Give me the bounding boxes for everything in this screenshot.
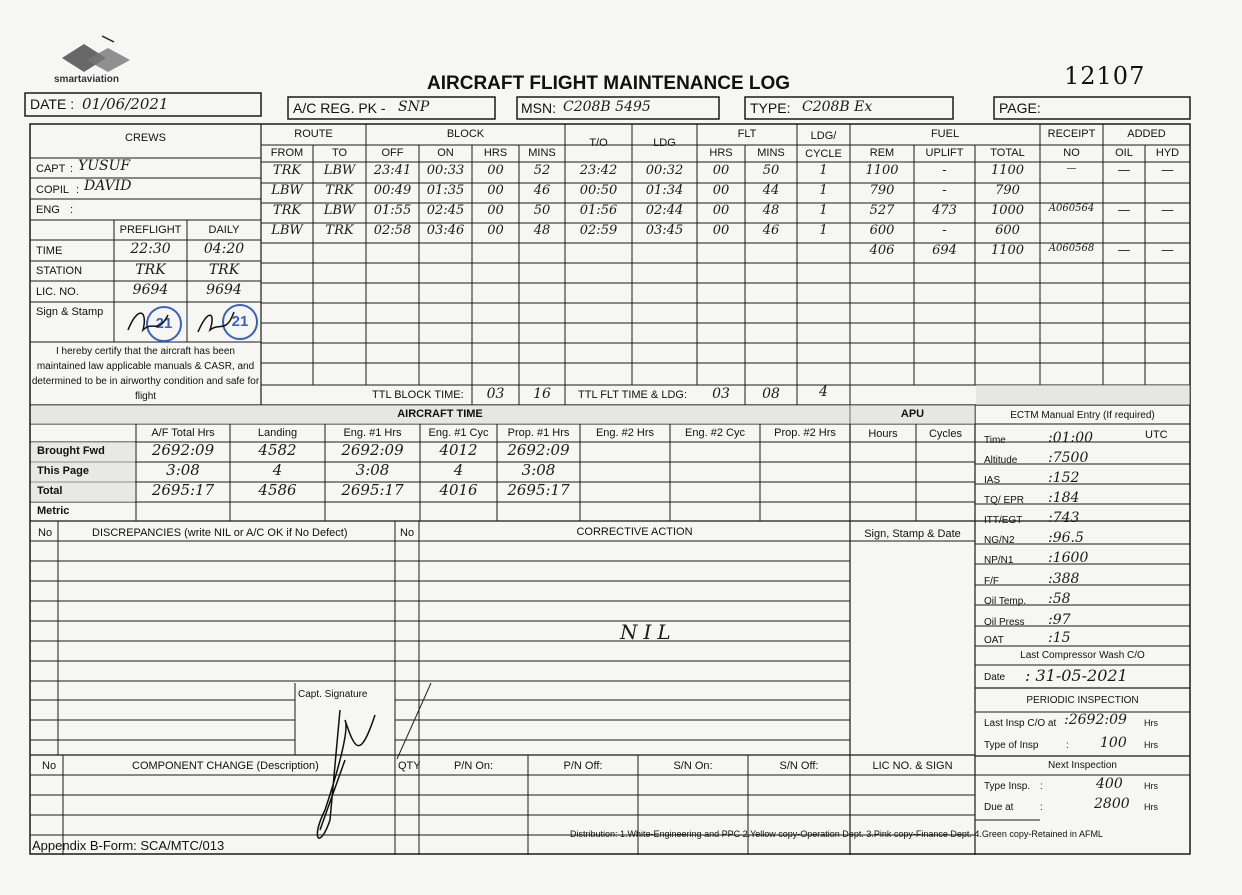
flight-flt-hrs: 00 <box>712 223 730 238</box>
fuel-total: 1000 <box>990 203 1025 218</box>
aircraft-time-value: 2692:09 <box>507 441 570 459</box>
date-value: 01/06/2021 <box>82 95 169 113</box>
fuel-uplift: 694 <box>932 243 957 258</box>
flight-flt-hrs: 00 <box>712 203 730 218</box>
fuel-rem: 527 <box>869 203 895 218</box>
pn-off-header: P/N Off: <box>563 760 603 772</box>
from-header: FROM <box>270 147 304 159</box>
flight-cycle: 1 <box>819 203 828 218</box>
block-hrs-header: HRS <box>483 147 508 159</box>
ttl-block-mins: 16 <box>533 386 551 402</box>
ectm-label: NP/N1 <box>984 555 1014 566</box>
ectm-value: :97 <box>1048 612 1071 628</box>
aircraft-time-value: 2695:17 <box>507 481 570 499</box>
flight-from: TRK <box>272 203 302 218</box>
ectm-label: Oil Press <box>984 617 1025 628</box>
qty-header: QTY <box>398 760 421 772</box>
fuel-rem: 600 <box>869 223 895 238</box>
capt-name: YUSUF <box>78 158 131 174</box>
sn-on-header: S/N On: <box>673 760 713 772</box>
form-number: Appendix B-Form: SCA/MTC/013 <box>32 838 225 853</box>
ectm-value: :1600 <box>1048 550 1089 566</box>
ectm-title: ECTM Manual Entry (If required) <box>1010 410 1155 421</box>
apu-cycles-header: Cycles <box>928 428 962 440</box>
ttl-flt-hrs: 03 <box>712 386 730 402</box>
ldg-cycle-header: LDG/ CYCLE <box>805 130 842 160</box>
aircraft-time-value: 4582 <box>258 441 297 459</box>
copil-colon: : <box>76 184 80 196</box>
certification-statement: I hereby certify that the aircraft has been maintained law applicable manuals & CASR, and determined to be in airworthy condition and safe for flight <box>31 346 260 402</box>
next-due-value: 2800 <box>1094 796 1130 812</box>
flt-header: FLT <box>737 128 757 140</box>
periodic-type-colon: : <box>1066 740 1069 751</box>
fuel-header: FUEL <box>930 128 960 140</box>
ectm-value: :388 <box>1048 571 1080 587</box>
ttl-ldg: 4 <box>819 384 828 400</box>
flight-ldg: 02:44 <box>645 203 684 218</box>
fuel-oil: — <box>1117 243 1131 258</box>
flight-to: TRK <box>325 183 354 198</box>
periodic-last-value: :2692:09 <box>1064 712 1127 728</box>
crews-title: CREWS <box>125 132 166 144</box>
aircraft-time-value: 2692:09 <box>151 441 215 459</box>
daily-time: 04:20 <box>203 241 245 257</box>
form-serial-number: 12107 <box>1064 62 1146 90</box>
fuel-receipt: — <box>1066 163 1077 174</box>
flight-from: LBW <box>271 183 303 198</box>
fuel-rem: 790 <box>869 183 895 198</box>
rem-header: REM <box>869 147 895 159</box>
oil-header: OIL <box>1115 147 1133 159</box>
fuel-total: 600 <box>995 223 1020 238</box>
fuel-hyd: — <box>1161 163 1174 178</box>
ectm-value: :96.5 <box>1048 530 1084 546</box>
flight-to-time: 01:56 <box>579 203 618 218</box>
date-label: DATE : <box>30 96 75 112</box>
daily-stamp-text: 21 <box>231 313 249 330</box>
msn-value: C208B 5495 <box>563 99 651 115</box>
next-due-colon: : <box>1040 802 1043 813</box>
aircraft-time-col-header: Landing <box>257 427 298 439</box>
preflight-lic: 9694 <box>132 282 169 298</box>
ectm-label: IAS <box>984 475 1001 486</box>
compressor-date-value: : 31-05-2021 <box>1025 666 1128 685</box>
periodic-title: PERIODIC INSPECTION <box>1026 695 1139 706</box>
route-header: ROUTE <box>294 128 333 140</box>
flight-off: 23:41 <box>373 163 412 178</box>
periodic-type-unit: Hrs <box>1144 740 1158 750</box>
aircraft-time-value: 4 <box>453 461 464 479</box>
sign-stamp-date-header: Sign, Stamp & Date <box>864 528 961 540</box>
hyd-header: HYD <box>1155 147 1180 159</box>
ectm-label: OAT <box>984 635 1004 646</box>
total-fuel-header: TOTAL <box>990 147 1025 159</box>
periodic-type-value: 100 <box>1100 735 1127 751</box>
next-type-value: 400 <box>1096 776 1123 792</box>
next-due-label: Due at <box>984 802 1014 813</box>
flight-on: 00:33 <box>426 163 465 178</box>
receipt-header: RECEIPT <box>1047 128 1096 140</box>
periodic-type-label: Type of Insp <box>984 740 1039 751</box>
aircraft-time-value: 4 <box>272 461 283 479</box>
crew-signatures <box>118 300 258 342</box>
ectm-label: F/F <box>984 576 999 587</box>
on-header: ON <box>437 147 454 159</box>
type-label: TYPE: <box>750 100 791 116</box>
flight-off: 00:49 <box>373 183 412 198</box>
sign-stamp-label: Sign & Stamp <box>36 306 104 318</box>
capt-signature-label: Capt. Signature <box>298 689 368 700</box>
compressor-title: Last Compressor Wash C/O <box>1020 650 1145 661</box>
type-value: C208B Ex <box>802 99 873 115</box>
aircraft-time-value: 3:08 <box>521 461 556 479</box>
flight-flt-hrs: 00 <box>712 163 730 178</box>
aircraft-time-value: 4012 <box>439 441 478 459</box>
distribution-note: Distribution: 1.White-Engineering and PPC 2.Yellow copy-Operation Dept. 3.Pink copy-Finance Dept. 4.Green copy-Retained in AFML <box>570 829 1103 839</box>
flight-cycle: 1 <box>819 163 828 178</box>
aircraft-time-col-header: A/F Total Hrs <box>151 427 215 439</box>
periodic-last-label: Last Insp C/O at <box>984 718 1057 729</box>
brand-logo-mark <box>62 36 130 72</box>
corr-no-header: No <box>400 527 415 539</box>
flight-to-time: 02:59 <box>579 223 618 238</box>
aircraft-time-value: 3:08 <box>166 461 200 479</box>
ectm-value: :15 <box>1048 630 1071 646</box>
ectm-label: Time <box>984 435 1006 446</box>
aircraft-time-value: 2695:17 <box>151 481 215 499</box>
next-type-colon: : <box>1040 781 1043 792</box>
aircraft-time-row-label: Metric <box>37 505 70 517</box>
eng-label: ENG <box>36 204 60 216</box>
aircraft-time-col-header: Eng. #1 Cyc <box>428 427 489 439</box>
flight-ldg: 01:34 <box>645 183 684 198</box>
ectm-utc: UTC <box>1145 429 1168 441</box>
ectm-value: :184 <box>1048 490 1080 506</box>
ectm-value: :01:00 <box>1048 430 1094 446</box>
daily-lic: 9694 <box>206 282 242 298</box>
lic-sign-header: LIC NO. & SIGN <box>872 760 953 772</box>
page-label: PAGE: <box>999 100 1041 116</box>
flight-flt-mins: 50 <box>762 163 780 178</box>
ldg-header: LDG <box>653 137 676 149</box>
fuel-total: 1100 <box>990 163 1025 178</box>
block-mins-header: MINS <box>528 147 556 159</box>
apu-title: APU <box>900 408 925 420</box>
comp-no-header: No <box>42 760 57 772</box>
ectm-value: :7500 <box>1048 450 1089 466</box>
captain-signature <box>300 700 390 860</box>
aircraft-time-title: AIRCRAFT TIME <box>397 408 483 420</box>
aircraft-time-col-header: Prop. #1 Hrs <box>507 427 570 439</box>
ttl-flt-mins: 08 <box>762 386 780 402</box>
fuel-hyd: — <box>1161 203 1174 218</box>
aircraft-time-col-header: Eng. #2 Hrs <box>595 427 655 439</box>
fuel-uplift: - <box>942 163 947 178</box>
fuel-rem: 406 <box>869 243 895 258</box>
fuel-hyd: — <box>1161 243 1174 258</box>
aircraft-time-row-label: This Page <box>37 465 89 477</box>
fuel-receipt: A060564 <box>1048 203 1095 214</box>
flight-mins: 46 <box>533 183 551 198</box>
copil-name: DAVID <box>84 178 132 194</box>
preflight-station: TRK <box>135 262 166 278</box>
uplift-header: UPLIFT <box>925 147 964 159</box>
aircraft-time-row-label: Total <box>37 485 63 497</box>
brand-name: smartaviation <box>54 74 120 85</box>
preflight-time: 22:30 <box>130 241 171 257</box>
flight-flt-hrs: 00 <box>712 183 730 198</box>
aircraft-time-value: 3:08 <box>355 461 390 479</box>
flight-ldg: 00:32 <box>645 163 684 178</box>
flight-hrs: 00 <box>487 183 504 198</box>
fuel-total: 790 <box>995 183 1020 198</box>
aircraft-time-col-header: Eng. #1 Hrs <box>343 427 402 439</box>
preflight-stamp-text: 21 <box>155 315 173 332</box>
aircraft-time-value: 4586 <box>258 481 297 499</box>
fuel-uplift: 473 <box>932 203 957 218</box>
flight-ldg: 03:45 <box>645 223 684 238</box>
flight-flt-mins: 48 <box>762 203 780 218</box>
daily-station: TRK <box>208 262 240 278</box>
ectm-label: NG/N2 <box>984 535 1015 546</box>
capt-signature-diagonal <box>395 681 435 761</box>
lic-label: LIC. NO. <box>36 286 79 298</box>
flight-cycle: 1 <box>819 223 828 238</box>
flight-off: 01:55 <box>373 203 412 218</box>
flight-to: TRK <box>325 223 354 238</box>
next-type-label: Type Insp. <box>984 781 1031 792</box>
flight-to: LBW <box>323 163 356 178</box>
aircraft-time-row-label: Brought Fwd <box>37 445 105 457</box>
flight-to-time: 23:42 <box>579 163 618 178</box>
flight-mins: 50 <box>533 203 551 218</box>
next-type-unit: Hrs <box>1144 781 1158 791</box>
flight-from: LBW <box>271 223 303 238</box>
flight-mins: 52 <box>533 163 551 178</box>
flight-on: 02:45 <box>426 203 465 218</box>
ectm-label: ITT/EGT <box>984 515 1023 526</box>
flight-flt-mins: 46 <box>762 223 780 238</box>
fuel-oil: — <box>1117 203 1131 218</box>
aircraft-time-value: 4016 <box>439 481 478 499</box>
flight-off: 02:58 <box>373 223 412 238</box>
ectm-value: :152 <box>1048 470 1080 486</box>
disc-title: DISCREPANCIES (write NIL or A/C OK if No Defect) <box>92 527 348 539</box>
preflight-header: PREFLIGHT <box>119 224 182 236</box>
ectm-value: :58 <box>1048 591 1071 607</box>
reg-value: SNP <box>398 99 430 115</box>
comp-title: COMPONENT CHANGE (Description) <box>132 760 319 772</box>
fuel-receipt: A060568 <box>1048 243 1095 254</box>
time-label: TIME <box>36 245 63 257</box>
aircraft-time-value: 2692:09 <box>341 441 404 459</box>
fuel-uplift: - <box>942 223 947 238</box>
added-header: ADDED <box>1127 128 1166 140</box>
capt-label: CAPT <box>36 163 66 175</box>
apu-hours-header: Hours <box>868 428 898 440</box>
ttl-flt-label: TTL FLT TIME & LDG: <box>578 389 688 401</box>
flight-on: 01:35 <box>426 183 465 198</box>
pn-on-header: P/N On: <box>453 760 494 772</box>
flight-hrs: 00 <box>487 163 504 178</box>
flight-flt-mins: 44 <box>762 183 780 198</box>
eng-colon: : <box>70 204 74 216</box>
compressor-date-label: Date <box>984 672 1006 683</box>
ectm-label: Oil Temp. <box>984 596 1027 607</box>
copil-label: COPIL <box>36 184 70 196</box>
ectm-label: Altitude <box>984 455 1018 466</box>
ectm-label: TQ/ EPR <box>984 495 1025 506</box>
corrective-nil: NIL <box>620 620 677 644</box>
msn-label: MSN: <box>521 100 556 116</box>
flight-from: TRK <box>272 163 302 178</box>
fuel-oil: — <box>1117 163 1131 178</box>
next-due-unit: Hrs <box>1144 802 1158 812</box>
flt-hrs-header: HRS <box>709 147 733 159</box>
aircraft-time-col-header: Prop. #2 Hrs <box>774 427 836 439</box>
aircraft-time-col-header: Eng. #2 Cyc <box>685 427 745 439</box>
block-header: BLOCK <box>446 128 485 140</box>
flight-hrs: 00 <box>487 203 504 218</box>
disc-no-header: No <box>38 527 53 539</box>
capt-colon: : <box>70 163 74 175</box>
reg-label: A/C REG. PK - <box>293 100 386 116</box>
takeoff-header: T/O <box>589 137 608 149</box>
station-label: STATION <box>36 265 83 277</box>
flight-to-time: 00:50 <box>579 183 618 198</box>
flight-mins: 48 <box>533 223 551 238</box>
corrective-title: CORRECTIVE ACTION <box>576 526 693 538</box>
ttl-block-hrs: 03 <box>486 386 505 402</box>
flight-cycle: 1 <box>819 183 828 198</box>
form-title: AIRCRAFT FLIGHT MAINTENANCE LOG <box>427 73 791 94</box>
flight-hrs: 00 <box>487 223 504 238</box>
sn-off-header: S/N Off: <box>779 760 819 772</box>
flt-mins-header: MINS <box>757 147 785 159</box>
daily-header: DAILY <box>208 224 240 236</box>
receipt-no-header: NO <box>1063 147 1080 159</box>
ectm-value: :743 <box>1048 510 1080 526</box>
to-header: TO <box>331 147 348 159</box>
periodic-last-unit: Hrs <box>1144 718 1158 728</box>
aircraft-time-value: 2695:17 <box>341 481 404 499</box>
fuel-uplift: - <box>942 183 947 198</box>
next-insp-title: Next Inspection <box>1048 760 1117 771</box>
fuel-rem: 1100 <box>865 163 899 178</box>
flight-to: LBW <box>323 203 356 218</box>
ttl-block-label: TTL BLOCK TIME: <box>372 389 464 401</box>
off-header: OFF <box>381 147 404 159</box>
fuel-total: 1100 <box>990 243 1025 258</box>
flight-on: 03:46 <box>426 223 465 238</box>
